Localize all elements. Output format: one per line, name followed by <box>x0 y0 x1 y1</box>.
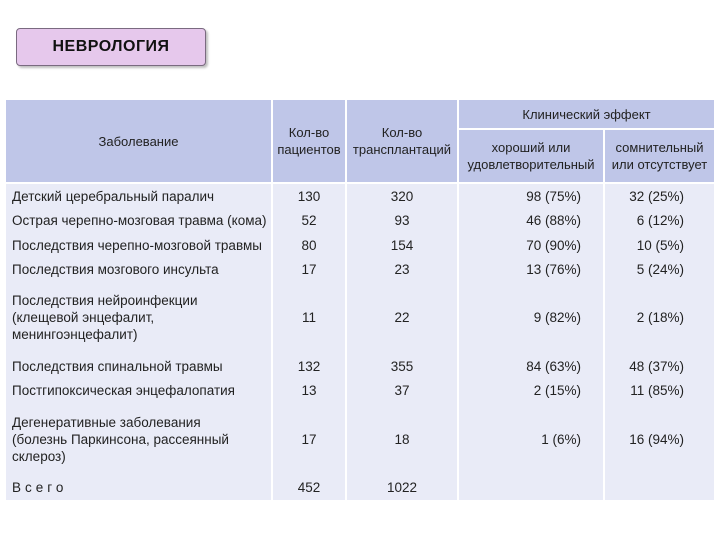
disease-cell: Последствия спинальной травмы <box>6 354 272 378</box>
total-doubtful-empty <box>604 476 714 500</box>
doubtful-effect-cell: 10 (5%) <box>636 237 685 253</box>
patients-cell: 80 <box>272 233 346 257</box>
neurology-table <box>6 100 714 500</box>
good-effect-cell: 9 (82%) <box>458 281 604 354</box>
transplants-cell: 18 <box>346 403 458 476</box>
patients-cell: 11 <box>272 281 346 354</box>
disease-cell: Последствия черепно-мозговой травмы <box>6 233 272 257</box>
disease-cell: Детский церебральный паралич <box>6 183 272 209</box>
good-effect-cell: 98 (75%) <box>458 183 604 209</box>
good-effect-cell: 1 (6%) <box>458 403 604 476</box>
header-transplants: Кол-во трансплантаций <box>346 100 458 183</box>
patients-cell: 13 <box>272 379 346 403</box>
table-row <box>6 233 714 257</box>
total-row <box>6 476 714 500</box>
total-transplants: 1022 <box>346 476 458 500</box>
doubtful-effect-cell: 16 (94%) <box>629 431 685 447</box>
patients-cell: 17 <box>272 403 346 476</box>
header-doubtful: сомнительный или отсутствует <box>604 129 714 183</box>
table-row <box>6 281 714 354</box>
doubtful-effect-cell: 11 (85%) <box>630 383 685 399</box>
good-effect-cell: 70 (90%) <box>458 233 604 257</box>
patients-cell: 17 <box>272 257 346 281</box>
doubtful-effect-cell: 6 (12%) <box>636 213 685 229</box>
doubtful-effect-cell: 2 (18%) <box>636 310 685 326</box>
header-patients: Кол-во пациентов <box>272 100 346 183</box>
table-row <box>6 183 714 209</box>
transplants-cell: 93 <box>346 209 458 233</box>
good-effect-cell: 2 (15%) <box>458 379 604 403</box>
table-row <box>6 403 714 476</box>
header-disease: Заболевание <box>6 100 272 183</box>
transplants-cell: 355 <box>346 354 458 378</box>
good-effect-cell: 46 (88%) <box>458 209 604 233</box>
total-patients: 452 <box>272 476 346 500</box>
good-effect-cell: 84 (63%) <box>458 354 604 378</box>
table-row <box>6 209 714 233</box>
slide-title: НЕВРОЛОГИЯ <box>16 28 206 66</box>
transplants-cell: 37 <box>346 379 458 403</box>
patients-cell: 130 <box>272 183 346 209</box>
transplants-cell: 154 <box>346 233 458 257</box>
disease-cell: Дегенеративные заболевания (болезнь Паркинсона, рассеянный склероз) <box>6 403 272 476</box>
disease-cell: Постгипоксическая энцефалопатия <box>6 379 272 403</box>
disease-cell: Последствия мозгового инсульта <box>6 257 272 281</box>
doubtful-effect-cell: 48 (37%) <box>629 358 685 374</box>
total-label: Всего <box>6 476 272 500</box>
doubtful-effect-cell: 32 (25%) <box>629 188 685 204</box>
patients-cell: 52 <box>272 209 346 233</box>
patients-cell: 132 <box>272 354 346 378</box>
disease-cell: Последствия нейроинфекции (клещевой энцефалит, менингоэнцефалит) <box>6 281 272 354</box>
header-good: хороший или удовлетворительный <box>458 129 604 183</box>
good-effect-cell: 13 (76%) <box>458 257 604 281</box>
header-clinical-effect: Клинический эффект <box>458 100 714 129</box>
transplants-cell: 22 <box>346 281 458 354</box>
total-good-empty <box>458 476 604 500</box>
neurology-table-container <box>6 100 714 500</box>
table-row <box>6 379 714 403</box>
doubtful-effect-cell: 5 (24%) <box>636 261 685 277</box>
transplants-cell: 320 <box>346 183 458 209</box>
table-body <box>6 183 714 500</box>
disease-cell: Острая черепно-мозговая травма (кома) <box>6 209 272 233</box>
table-row <box>6 257 714 281</box>
transplants-cell: 23 <box>346 257 458 281</box>
table-row <box>6 354 714 378</box>
